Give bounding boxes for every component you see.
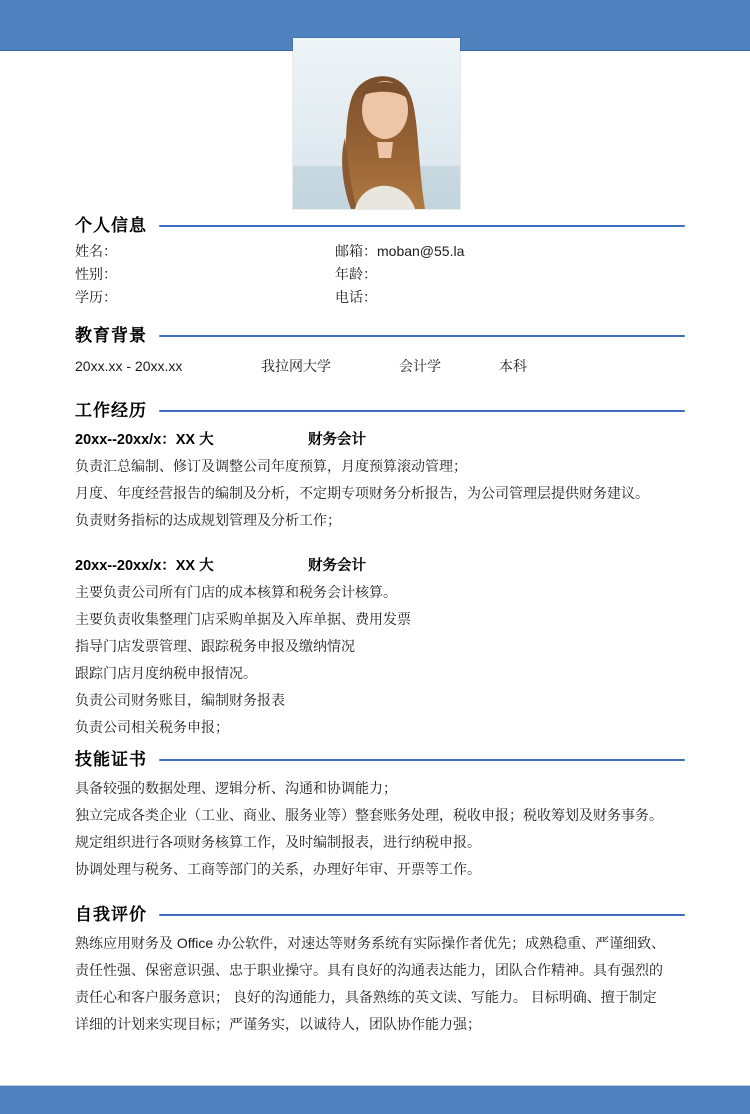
skills-list <box>75 775 685 883</box>
job-duty: 负责财务指标的达成规划管理及分析工作； <box>75 512 341 528</box>
field-name: 姓名： <box>75 243 117 259</box>
job-duty: 月度、年度经营报告的编制及分析，不定期专项财务分析报告，为公司管理层提供财务建议。 <box>75 485 649 501</box>
education-degree: 本科 <box>499 358 527 374</box>
field-gender: 性别： <box>75 266 117 282</box>
section-divider <box>159 759 685 761</box>
skill-item: 独立完成各类企业（工业、商业、服务业等）整套账务处理，税收申报；税收筹划及财务事务。 <box>75 807 663 823</box>
skills-header <box>75 749 685 771</box>
education-row <box>75 356 685 376</box>
section-personal-info <box>75 215 685 309</box>
job-duty: 负责公司相关税务申报； <box>75 719 229 735</box>
personal-info-header <box>75 215 685 237</box>
skill-item: 规定组织进行各项财务核算工作，及时编制报表，进行纳税申报。 <box>75 834 481 850</box>
job-role: 财务会计 <box>308 558 366 574</box>
field-email: 邮箱：moban@55.la <box>335 243 465 259</box>
job-entry <box>75 554 685 741</box>
section-title: 工作经历 <box>75 401 147 420</box>
job-heading <box>75 428 685 453</box>
evaluation-line: 详细的计划来实现目标；严谨务实，以诚待人，团队协作能力强； <box>75 1016 481 1032</box>
section-work-experience <box>75 400 685 741</box>
personal-info-rows <box>75 240 685 309</box>
personal-info-row <box>75 263 685 286</box>
section-divider <box>159 914 685 916</box>
portrait-photo-icon <box>293 38 460 209</box>
bottom-accent-bar <box>0 1085 750 1114</box>
job-duty: 主要负责公司所有门店的成本核算和税务会计核算。 <box>75 584 397 600</box>
skill-item: 协调处理与税务、工商等部门的关系，办理好年审、开票等工作。 <box>75 861 481 877</box>
skill-item: 具备较强的数据处理、逻辑分析、沟通和协调能力； <box>75 780 397 796</box>
education-school: 我拉网大学 <box>261 358 331 374</box>
job-period-company: 20xx--20xx/x：XX 大 <box>75 558 214 574</box>
field-degree: 学历： <box>75 289 117 305</box>
section-divider <box>159 335 685 337</box>
evaluation-text <box>75 930 685 1038</box>
section-education <box>75 325 685 376</box>
education-period: 20xx.xx - 20xx.xx <box>75 358 183 374</box>
personal-info-row <box>75 286 685 309</box>
section-title: 教育背景 <box>75 326 147 345</box>
section-title: 技能证书 <box>75 750 147 769</box>
job-heading <box>75 554 685 579</box>
job-duty: 跟踪门店月度纳税申报情况。 <box>75 665 257 681</box>
profile-photo <box>293 38 460 209</box>
evaluation-line: 熟练应用财务及 Office 办公软件，对速达等财务系统有实际操作者优先；成熟稳重、严谨细致、 <box>75 935 666 951</box>
job-duty: 指导门店发票管理、跟踪税务申报及缴纳情况 <box>75 638 355 654</box>
evaluation-line: 责任心和客户服务意识； 良好的沟通能力，具备熟练的英文读、写能力。 目标明确、擅于制定 <box>75 989 657 1005</box>
job-duty: 主要负责收集整理门店采购单据及入库单据、费用发票 <box>75 611 411 627</box>
job-duty: 负责汇总编制、修订及调整公司年度预算，月度预算滚动管理； <box>75 458 467 474</box>
job-entry <box>75 428 685 534</box>
job-duty: 负责公司财务账目，编制财务报表 <box>75 692 285 708</box>
section-self-evaluation <box>75 904 685 1038</box>
personal-info-row <box>75 240 685 263</box>
evaluation-line: 责任性强、保密意识强、忠于职业操守。具有良好的沟通表达能力，团队合作精神。具有强烈的 <box>75 962 663 978</box>
field-phone: 电话： <box>335 289 377 305</box>
education-header <box>75 325 685 347</box>
job-role: 财务会计 <box>308 432 366 448</box>
section-title: 个人信息 <box>75 216 147 235</box>
section-divider <box>159 410 685 412</box>
section-divider <box>159 225 685 227</box>
evaluation-header <box>75 904 685 926</box>
section-title: 自我评价 <box>75 905 147 924</box>
field-age: 年龄： <box>335 266 377 282</box>
section-skills <box>75 749 685 883</box>
work-header <box>75 400 685 422</box>
job-period-company: 20xx--20xx/x：XX 大 <box>75 432 214 448</box>
education-major: 会计学 <box>399 358 441 374</box>
